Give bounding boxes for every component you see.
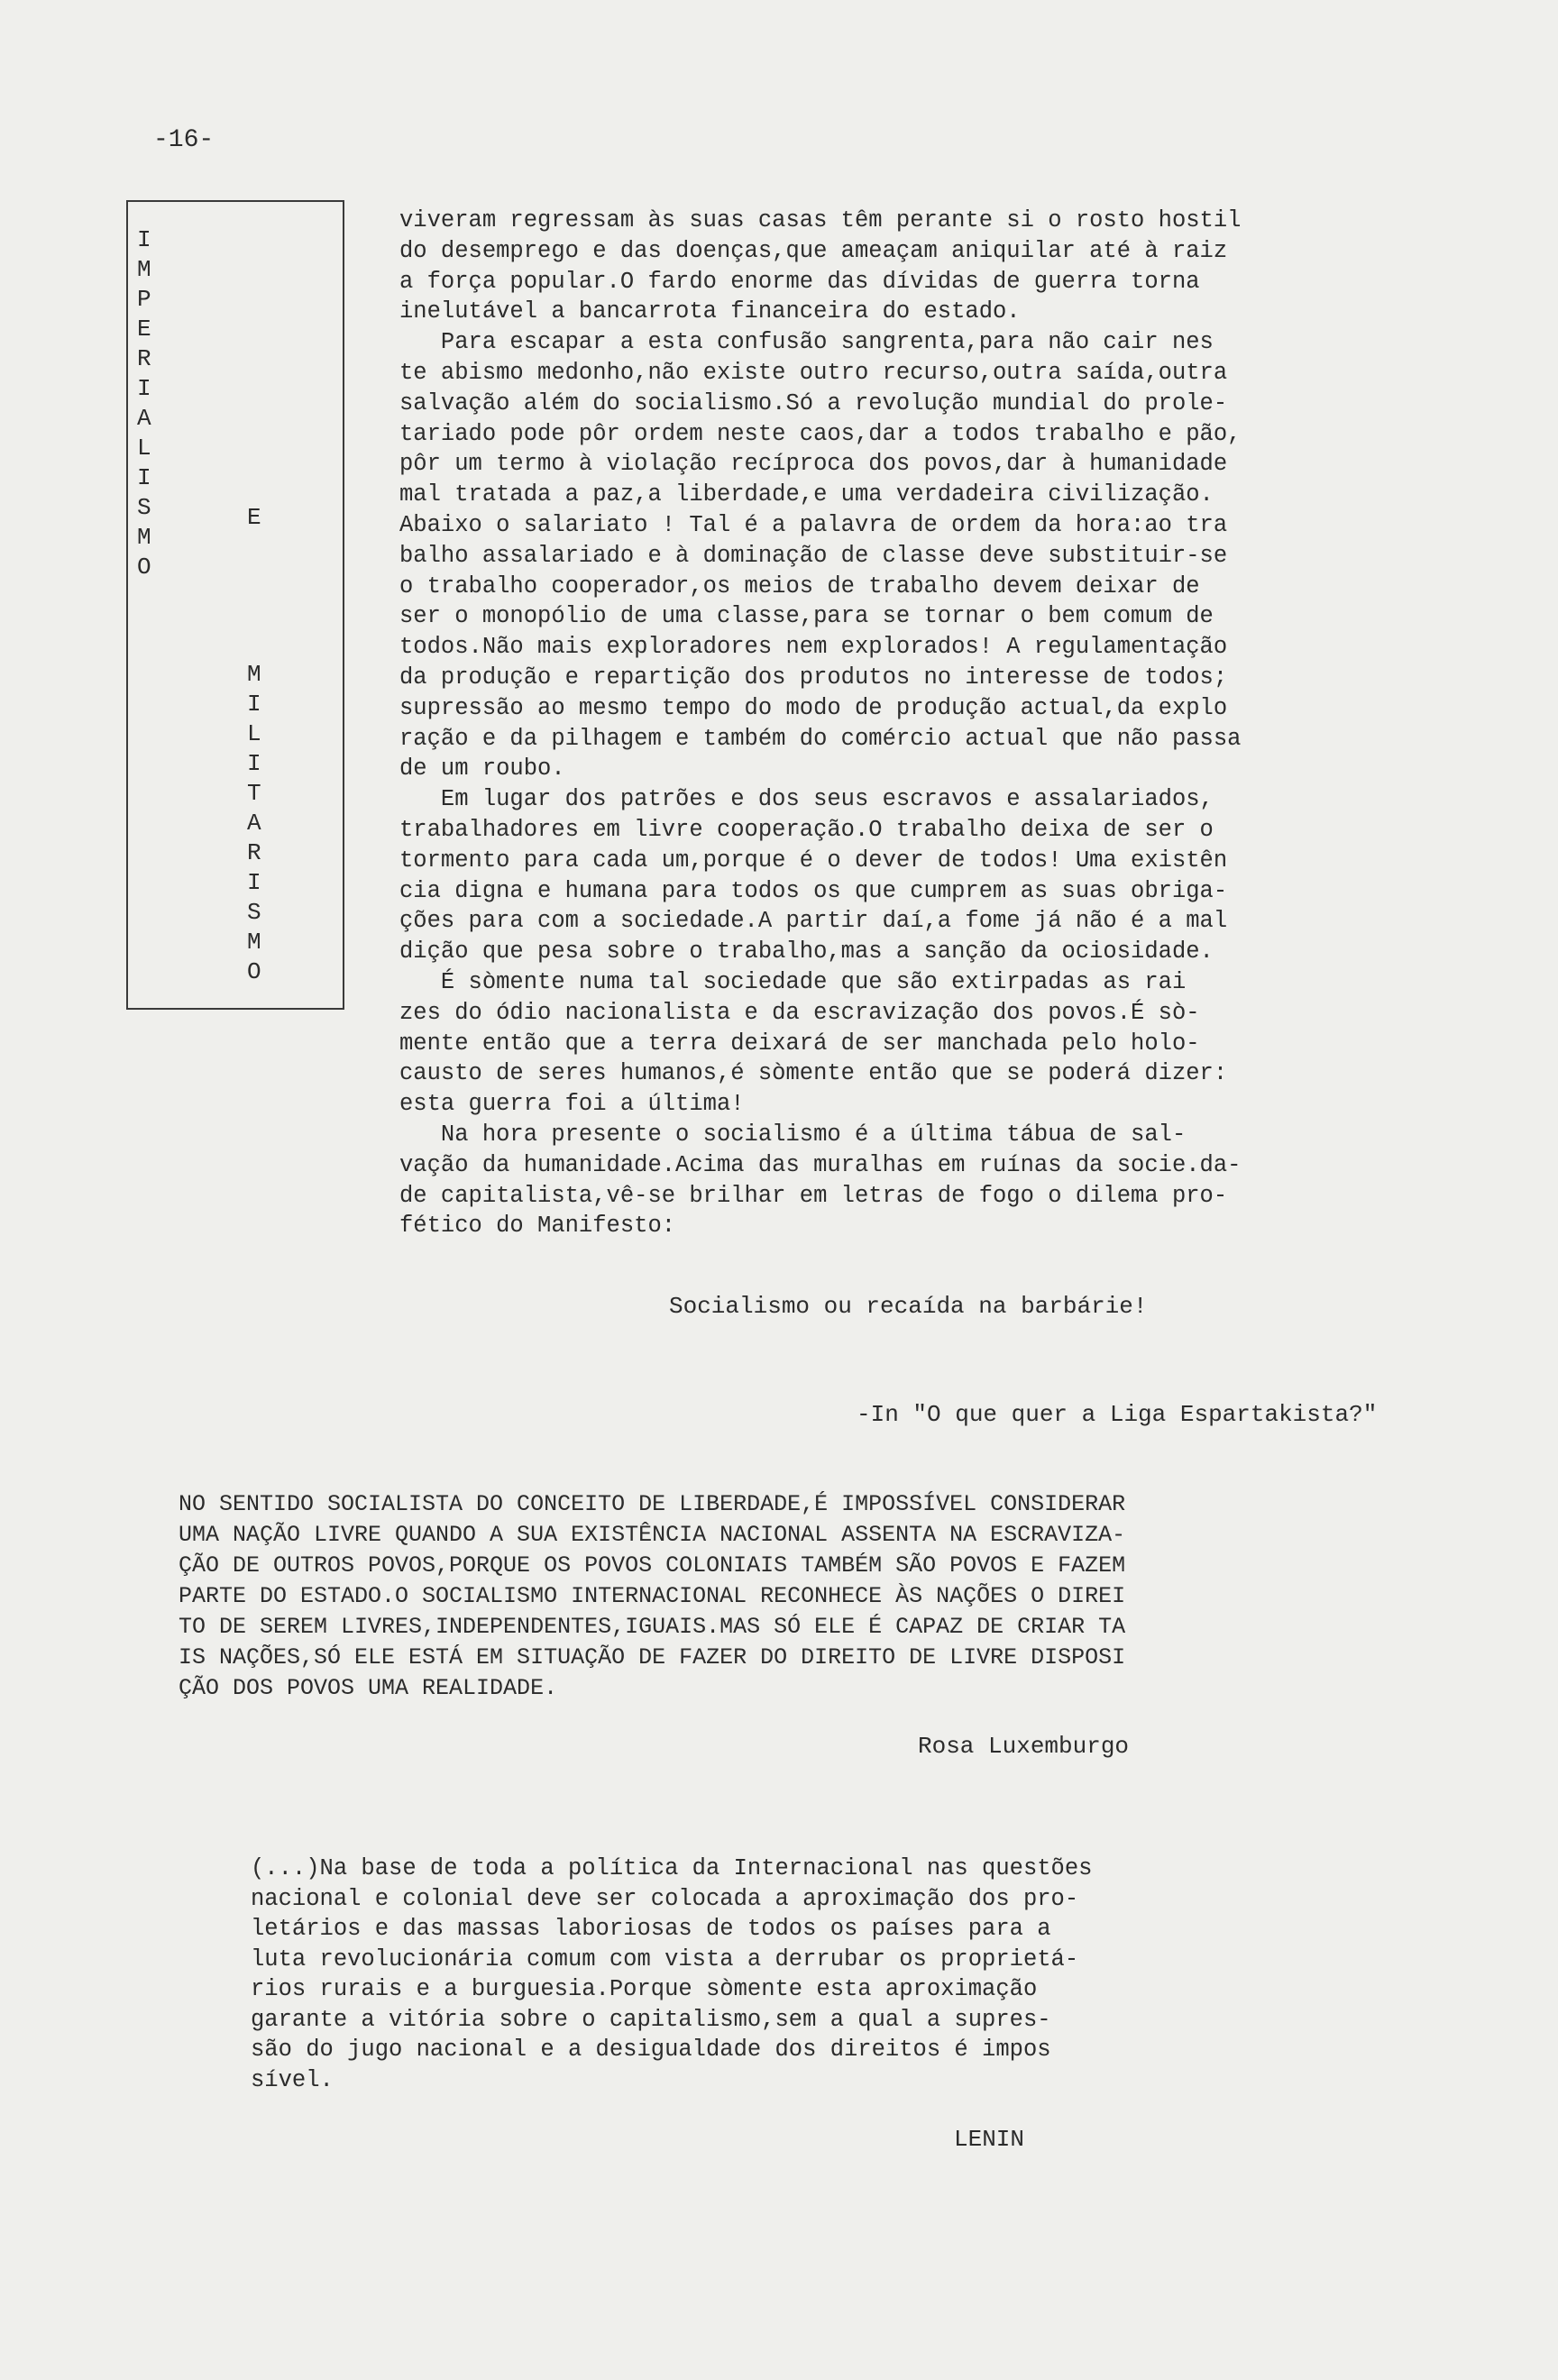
text-line: luta revolucionária comum com vista a derrubar os proprietá- (251, 1945, 1079, 1973)
citation: -In "O que quer a Liga Espartakista?" (857, 1401, 1378, 1428)
text-line: ÇÃO DE OUTROS POVOS,PORQUE OS POVOS COLONIAIS TAMBÉM SÃO POVOS E FAZEM (179, 1552, 1126, 1579)
text-line: rios rurais e a burguesia.Porque sòmente esta aproximação (251, 1976, 1038, 2002)
vertical-letter: L (137, 435, 151, 462)
vertical-letter: T (247, 780, 261, 807)
vertical-word-imperialismo (137, 225, 151, 582)
vertical-letter: E (247, 504, 261, 531)
vertical-letter: I (137, 375, 151, 402)
sidebar-title-box (126, 200, 344, 1010)
text-line: são do jugo nacional e a desigualdade dos direitos é impos (251, 2037, 1051, 2063)
text-line: Na hora presente o socialismo é a última tábua de sal- (399, 1121, 1187, 1148)
vertical-letter: M (247, 661, 261, 688)
text-line: UMA NAÇÃO LIVRE QUANDO A SUA EXISTÊNCIA NACIONAL ASSENTA NA ESCRAVIZA- (179, 1522, 1126, 1548)
rosa-luxemburgo-author: Rosa Luxemburgo (918, 1733, 1130, 1760)
text-line: É sòmente numa tal sociedade que são extirpadas as rai (399, 968, 1187, 995)
text-line: viveram regressam às suas casas têm perante si o rosto hostil (399, 207, 1242, 233)
text-line: sível. (251, 2066, 334, 2093)
text-line: tariado pode pôr ordem neste caos,dar a todos trabalho e pão, (399, 420, 1242, 447)
text-line: TO DE SEREM LIVRES,INDEPENDENTES,IGUAIS.MAS SÓ ELE É CAPAZ DE CRIAR TA (179, 1614, 1126, 1640)
text-line: PARTE DO ESTADO.O SOCIALISMO INTERNACIONAL RECONHECE ÀS NAÇÕES O DIREI (179, 1583, 1126, 1609)
vertical-letter: A (247, 810, 261, 837)
vertical-word-militarismo (247, 660, 261, 987)
rosa-luxemburgo-quote (179, 1489, 1125, 1704)
text-line: mal tratada a paz,a liberdade,e uma verdadeira civilização. (399, 481, 1214, 508)
vertical-letter: M (247, 929, 261, 956)
text-line: Para escapar a esta confusão sangrenta,para não cair nes (399, 329, 1214, 356)
vertical-letter: S (247, 899, 261, 926)
vertical-word-e (247, 503, 261, 533)
text-line: todos.Não mais exploradores nem explorados! A regulamentação (399, 634, 1228, 661)
text-line: de capitalista,vê-se brilhar em letras de fogo o dilema pro- (399, 1182, 1228, 1209)
text-line: esta guerra foi a última! (399, 1091, 745, 1118)
text-line: balho assalariado e à dominação de classe deve substituir-se (399, 542, 1228, 569)
text-line: pôr um termo à violação recíproca dos povos,dar à humanidade (399, 451, 1228, 478)
main-text (399, 206, 1241, 1241)
text-line: tormento para cada um,porque é o dever de todos! Uma existên (399, 847, 1228, 874)
lenin-author: LENIN (954, 2126, 1025, 2153)
text-line: inelutável a bancarrota financeira do estado. (399, 298, 1021, 325)
vertical-letter: I (247, 750, 261, 777)
vertical-letter: L (247, 720, 261, 747)
slogan: Socialismo ou recaída na barbárie! (669, 1293, 1148, 1320)
text-line: vação da humanidade.Acima das muralhas em ruínas da socie.da- (399, 1151, 1242, 1178)
vertical-letter: I (247, 869, 261, 896)
vertical-letter: R (137, 345, 151, 372)
vertical-letter: I (137, 464, 151, 491)
vertical-letter: P (137, 286, 151, 313)
vertical-letter: M (137, 256, 151, 283)
text-line: NO SENTIDO SOCIALISTA DO CONCEITO DE LIBERDADE,É IMPOSSÍVEL CONSIDERAR (179, 1491, 1126, 1517)
text-line: zes do ódio nacionalista e da escravização dos povos.É sò- (399, 999, 1200, 1026)
text-line: causto de seres humanos,é sòmente então que se poderá dizer: (399, 1060, 1228, 1087)
text-line: Abaixo o salariato ! Tal é a palavra de ordem da hora:ao tra (399, 511, 1228, 538)
text-line: fético do Manifesto: (399, 1213, 676, 1240)
vertical-letter: R (247, 839, 261, 866)
vertical-letter: E (137, 316, 151, 343)
text-line: Em lugar dos patrões e dos seus escravos e assalariados, (399, 786, 1214, 813)
text-line: da produção e repartição dos produtos no interesse de todos; (399, 664, 1228, 691)
text-line: te abismo medonho,não existe outro recurso,outra saída,outra (399, 359, 1228, 386)
text-line: salvação além do socialismo.Só a revolução mundial do prole- (399, 389, 1228, 416)
text-line: nacional e colonial deve ser colocada a aproximação dos pro- (251, 1885, 1079, 1912)
text-line: dição que pesa sobre o trabalho,mas a sanção da ociosidade. (399, 938, 1214, 966)
text-line: trabalhadores em livre cooperação.O trabalho deixa de ser o (399, 816, 1214, 843)
text-line: ração e da pilhagem e também do comércio actual que não passa (399, 725, 1242, 752)
text-line: garante a vitória sobre o capitalismo,sem a qual a supres- (251, 2006, 1051, 2033)
vertical-letter: I (247, 691, 261, 718)
vertical-letter: I (137, 226, 151, 253)
vertical-letter: O (137, 554, 151, 581)
lenin-quote (251, 1854, 1092, 2095)
vertical-letter: S (137, 494, 151, 521)
vertical-letter: O (247, 958, 261, 985)
text-line: do desemprego e das doenças,que ameaçam aniquilar até à raiz (399, 237, 1228, 264)
vertical-letter: M (137, 524, 151, 551)
text-line: a força popular.O fardo enorme das dívidas de guerra torna (399, 268, 1200, 295)
text-line: ser o monopólio de uma classe,para se tornar o bem comum de (399, 603, 1214, 630)
text-line: cia digna e humana para todos os que cumprem as suas obriga- (399, 877, 1228, 904)
text-line: o trabalho cooperador,os meios de trabalho devem deixar de (399, 572, 1200, 600)
text-line: mente então que a terra deixará de ser manchada pelo holo- (399, 1030, 1200, 1057)
text-line: de um roubo. (399, 755, 565, 783)
text-line: ções para com a sociedade.A partir daí,a fome já não é a mal (399, 908, 1228, 935)
text-line: IS NAÇÕES,SÓ ELE ESTÁ EM SITUAÇÃO DE FAZER DO DIREITO DE LIVRE DISPOSI (179, 1644, 1126, 1671)
vertical-letter: A (137, 405, 151, 432)
page-number: -16- (153, 126, 215, 154)
text-line: letários e das massas laboriosas de todos os países para a (251, 1916, 1051, 1942)
text-line: supressão ao mesmo tempo do modo de produção actual,da explo (399, 694, 1228, 721)
text-line: (...)Na base de toda a política da Internacional nas questões (251, 1855, 1093, 1881)
text-line: ÇÃO DOS POVOS UMA REALIDADE. (179, 1675, 558, 1701)
